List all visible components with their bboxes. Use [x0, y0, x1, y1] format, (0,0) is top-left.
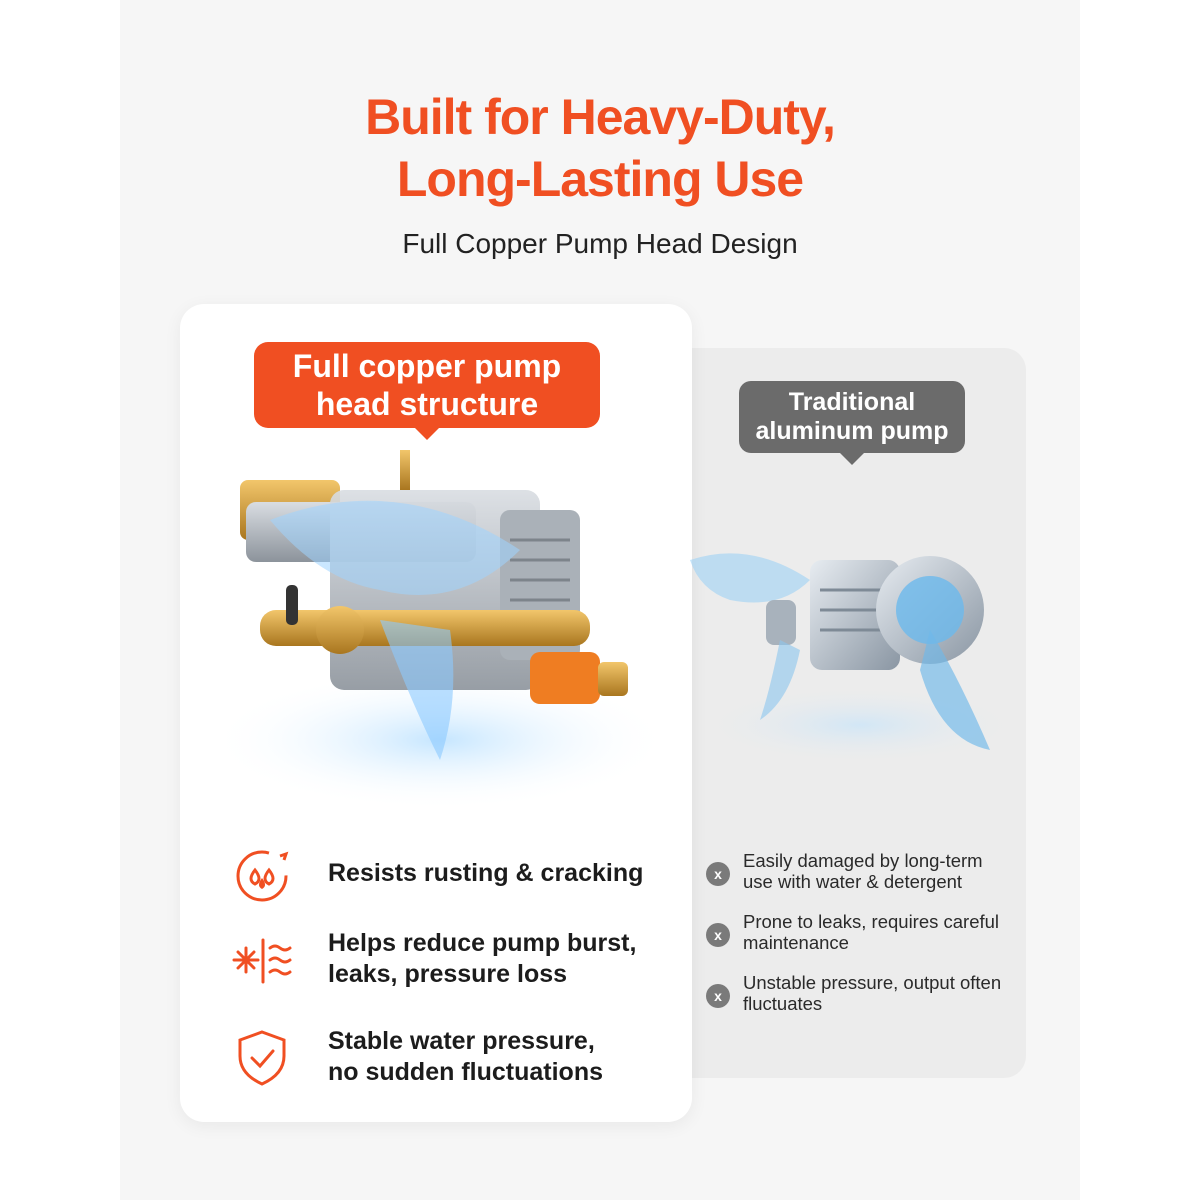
anti-rust-water-icon	[230, 842, 294, 906]
aluminum-con-2	[706, 911, 1026, 969]
aluminum-tag-line-1: Traditional	[788, 388, 916, 416]
con-line-2: use with water & detergent	[743, 871, 963, 892]
con-text	[743, 911, 1028, 953]
feature-line-1: Helps reduce pump burst,	[328, 929, 637, 957]
copper-pump-image	[200, 440, 670, 820]
title-line-2: Long-Lasting Use	[396, 151, 804, 207]
con-line-1: Prone to leaks, requires careful	[743, 911, 1000, 932]
page-subtitle: Full Copper Pump Head Design	[402, 228, 798, 259]
aluminum-pump-image	[690, 520, 1026, 770]
page-title	[120, 86, 1080, 210]
feature-line-1: Stable water pressure,	[328, 1027, 595, 1055]
con-text	[743, 850, 1028, 892]
x-mark-icon: x	[706, 923, 730, 947]
title-line-1: Built for Heavy-Duty,	[365, 89, 835, 145]
copper-tag-line-1: Full copper pump	[292, 348, 562, 384]
copper-feature-3	[230, 1026, 670, 1096]
aluminum-tag	[739, 381, 965, 453]
aluminum-con-3	[706, 972, 1026, 1030]
feature-text	[328, 858, 668, 889]
copper-tag-line-2: head structure	[315, 386, 539, 422]
feature-text	[328, 928, 668, 990]
shield-check-icon	[230, 1026, 294, 1090]
x-mark-icon: x	[706, 984, 730, 1008]
copper-tag	[254, 342, 600, 428]
con-line-2: maintenance	[743, 932, 849, 953]
con-text	[743, 972, 1028, 1014]
aluminum-con-1	[706, 850, 1026, 908]
frost-heat-icon	[230, 928, 294, 992]
x-mark-icon: x	[706, 862, 730, 886]
feature-line-2: no sudden fluctuations	[328, 1058, 603, 1086]
feature-text	[328, 1026, 668, 1088]
con-line-2: fluctuates	[743, 993, 823, 1014]
feature-line-2: leaks, pressure loss	[328, 960, 568, 988]
con-line-1: Easily damaged by long-term	[743, 850, 983, 871]
copper-feature-2	[230, 928, 670, 998]
con-line-1: Unstable pressure, output often	[743, 972, 1002, 993]
feature-line-1: Resists rusting & cracking	[328, 859, 644, 887]
aluminum-tag-line-2: aluminum pump	[755, 417, 949, 445]
copper-feature-1	[230, 842, 670, 912]
